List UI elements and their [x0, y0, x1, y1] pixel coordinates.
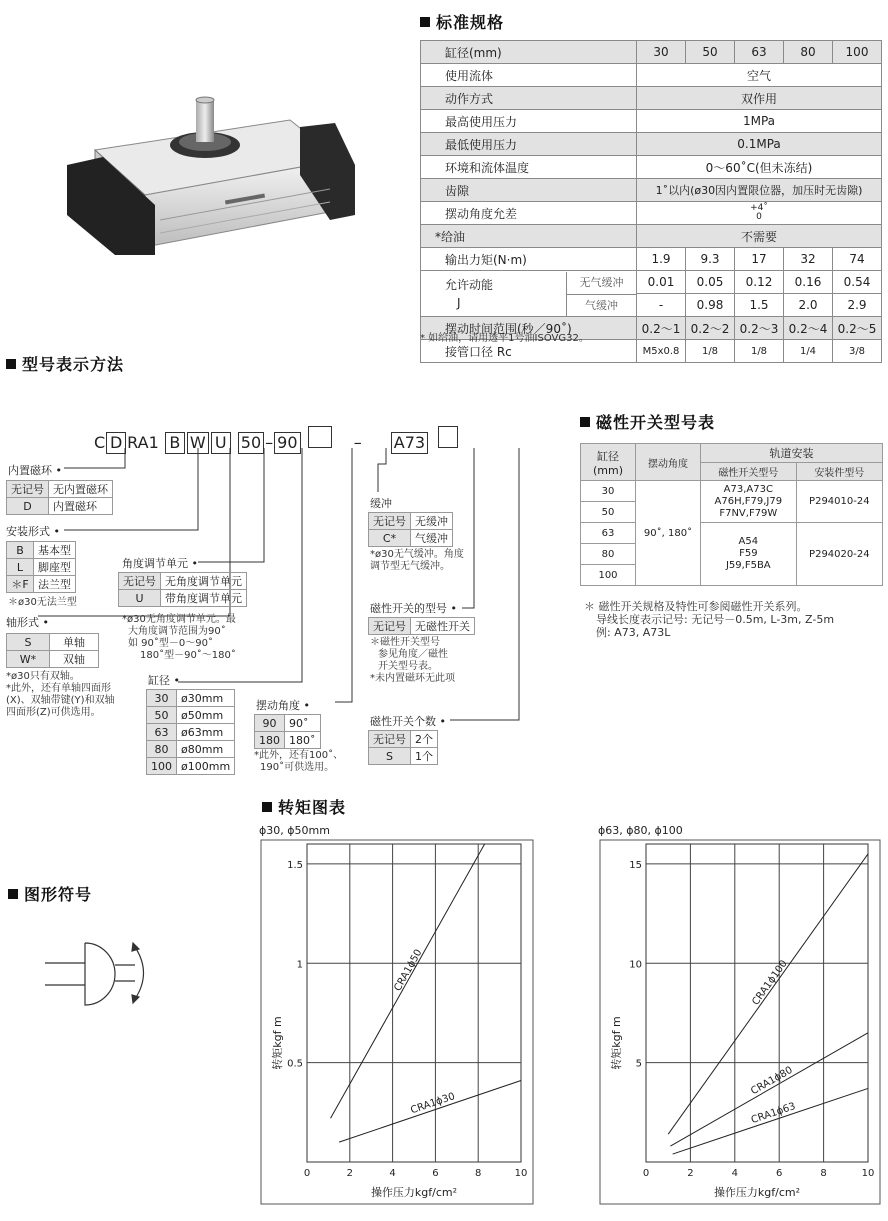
series-line	[339, 1081, 521, 1143]
spec-row-energy: 允许动能 J 无气缓冲 气缓冲 0.01 0.05 0.12 0.16 0.54	[421, 271, 882, 294]
spec-row-port: 接管口径 Rc M5x0.8 1/8 1/8 1/4 3/8	[421, 340, 882, 363]
spec-size: 63	[735, 41, 784, 64]
chart-title: ϕ30, ϕ50mm	[259, 824, 330, 837]
adjust-table: 无记号 无角度调节单元 U 带角度调节单元	[118, 572, 247, 607]
x-tick-label: 8	[475, 1168, 482, 1179]
sensor-count-table: 无记号 2个 S 1个	[368, 730, 438, 765]
x-tick-label: 6	[432, 1168, 439, 1179]
x-tick-label: 4	[389, 1168, 396, 1179]
spec-row: 环境和流体温度 0～60˚C(但未冻结)	[421, 156, 882, 179]
spec-title: 标准规格	[420, 10, 504, 33]
torque-chart-title: 转矩图表	[262, 795, 346, 818]
magnet-table: 无记号 无内置磁环 D 内置磁环	[6, 480, 113, 515]
swing-title: 摆动角度 •	[256, 699, 310, 712]
y-tick-label: 0.5	[287, 1058, 303, 1070]
x-tick-label: 6	[776, 1168, 783, 1179]
chart-frame	[261, 840, 533, 1204]
spec-size: 50	[686, 41, 735, 64]
x-tick-label: 0	[642, 1168, 650, 1179]
x-axis-label: 操作压力kgf/cm²	[713, 1186, 801, 1199]
product-photo	[55, 95, 355, 255]
sensor-type-table: 无记号 无磁性开关	[368, 617, 475, 635]
series-label: CRA1ϕ63	[749, 1101, 798, 1127]
series-label: CRA1ϕ50	[392, 947, 425, 994]
chart-title: ϕ63, ϕ80, ϕ100	[598, 824, 683, 837]
mount-note: ＊ø30无法兰型	[8, 597, 77, 608]
spec-size: 80	[784, 41, 833, 64]
spec-row-time: 摆动时间范围(秒／90˚) 0.2～1 0.2～2 0.2～3 0.2～4 0.2～5	[421, 317, 882, 340]
y-tick-label: 10	[629, 959, 642, 971]
mount-title: 安装形式 •	[6, 525, 60, 538]
spec-row: 最低使用压力 0.1MPa	[421, 133, 882, 156]
symbol-title: 图形符号	[8, 882, 92, 905]
x-tick-label: 0	[303, 1168, 311, 1179]
bore-title: 缸径 •	[148, 674, 180, 687]
cushion-table: 无记号 无缓冲 C* 气缓冲	[368, 512, 453, 547]
swing-notes: *此外，还有100˚、 190˚可供选用。	[254, 750, 344, 773]
spec-row: 摆动角度允差 +4˚ 0	[421, 202, 882, 225]
y-axis-label: 转矩kgf m	[610, 1016, 623, 1070]
cushion-notes: *ø30无气缓冲。角度 调节型无气缓冲。	[370, 549, 464, 572]
adjust-notes: *ø30无角度调节单元。最 大角度调节范围为90˚ 如 90˚型－0～90˚ 180˚型－90˚～180˚	[122, 614, 236, 661]
series-label: CRA1ϕ80	[749, 1064, 795, 1098]
x-tick-label: 2	[687, 1168, 694, 1179]
x-tick-label: 4	[731, 1168, 738, 1179]
pneumatic-rotary-symbol	[40, 935, 160, 1010]
cushion-title: 缓冲	[370, 497, 392, 510]
series-label: CRA1ϕ30	[409, 1091, 457, 1117]
y-tick-label: 1.5	[287, 859, 303, 871]
shaft-table: S 单轴 W* 双轴	[6, 633, 99, 668]
y-axis-label: 转矩kgf m	[271, 1016, 284, 1070]
spec-row: 齿隙 1˚以内(ø30因内置限位器，加压时无齿隙)	[421, 179, 882, 202]
torque-chart-large	[594, 822, 882, 1207]
y-tick-label: 5	[635, 1058, 642, 1070]
spec-size: 100	[833, 41, 882, 64]
sensor-table: 缸径 (mm) 摆动角度 轨道安装 磁性开关型号 安装件型号 30 90˚, 180˚ A73,A73C A76H,F79,J79 F7NV,F79W P294010-24 50 63 A54 F59 J59,F5BA P294020-24 80 100	[580, 443, 883, 586]
sensor-type-notes: ＊磁性开关型号 参见角度／磁性 开关型号表。 *未内置磁环无此项	[370, 637, 455, 684]
spec-row: 最高使用压力 1MPa	[421, 110, 882, 133]
spec-row-torque: 输出力矩(N·m) 1.9 9.3 17 32 74	[421, 248, 882, 271]
spec-footnote: * 如给油，请用透平1号油ISOVG32。	[420, 333, 589, 344]
bore-table: 30 ø30mm 50 ø50mm 63 ø63mm 80 ø80mm 100 ø100mm	[146, 689, 235, 775]
y-tick-label: 15	[629, 859, 642, 871]
x-tick-label: 10	[514, 1168, 528, 1179]
model-code: C D RA1 B W U 50 – 90 – A73	[94, 426, 459, 454]
x-tick-label: 2	[346, 1168, 353, 1179]
mount-table: B 基本型 L 脚座型 ＊F 法兰型	[6, 541, 76, 593]
x-tick-label: 8	[820, 1168, 827, 1179]
magnet-title: 内置磁环 •	[8, 464, 62, 477]
spec-row: 使用流体 空气	[421, 64, 882, 87]
x-tick-label: 10	[861, 1168, 875, 1179]
spec-header-row	[421, 41, 882, 64]
spec-row: 动作方式 双作用	[421, 87, 882, 110]
x-axis-label: 操作压力kgf/cm²	[370, 1186, 458, 1199]
spec-table	[420, 40, 882, 363]
swing-table: 90 90˚ 180 180˚	[254, 714, 321, 749]
torque-chart-small	[255, 822, 535, 1207]
spec-size: 30	[637, 41, 686, 64]
shaft-notes: *ø30只有双轴。 *此外，还有单轴四面形 (X)、双轴带键(Y)和双轴 四面形(Z)可供选用。	[6, 671, 115, 718]
adjust-title: 角度调节单元 •	[122, 557, 198, 570]
sensor-count-title: 磁性开关个数 •	[370, 715, 446, 728]
sensor-title: 磁性开关型号表	[580, 410, 715, 433]
series-line	[673, 1088, 868, 1154]
spec-header-label: 缸径(mm)	[421, 41, 637, 64]
sensor-notes: ＊ 磁性开关规格及特性可参阅磁性开关系列。 导线长度表示记号: 无记号－0.5m, L-3m, Z-5m 例: A73, A73L	[584, 600, 835, 639]
spec-row: *给油 不需要	[421, 225, 882, 248]
series-label: CRA1ϕ100	[750, 958, 790, 1008]
model-title: 型号表示方法	[6, 352, 124, 375]
y-tick-label: 1	[296, 959, 303, 971]
shaft-title: 轴形式 •	[6, 616, 49, 629]
chart-frame	[600, 840, 880, 1204]
spec-row-energy-2: - 0.98 1.5 2.0 2.9	[421, 294, 882, 317]
sensor-type-title: 磁性开关的型号 •	[370, 602, 457, 615]
